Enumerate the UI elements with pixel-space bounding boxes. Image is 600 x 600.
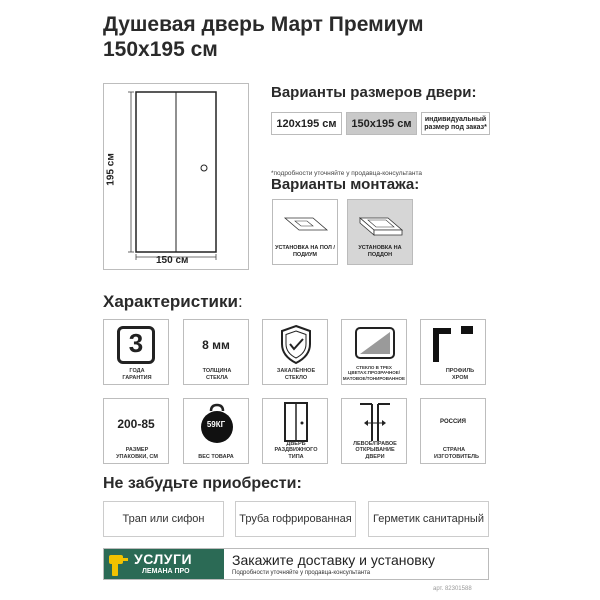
weight-caption: ВЕС ТОВАРА — [198, 453, 234, 460]
opening-arrows-icon — [342, 401, 408, 445]
buy-heading: Не забудьте приобрести: — [103, 475, 302, 492]
thickness-caption: ТОЛЩИНА СТЕКЛА — [202, 368, 232, 381]
chrome-profile-icon — [421, 320, 487, 364]
spec-thickness — [183, 319, 249, 385]
spec-profile — [420, 319, 486, 385]
spec-tempered — [262, 319, 328, 385]
services-brand-title: УСЛУГИ — [134, 551, 193, 567]
mounting-heading: Варианты монтажа: — [271, 176, 420, 193]
spec-opening — [341, 398, 407, 464]
glass-colors-icon — [342, 324, 408, 364]
services-brand-block — [104, 549, 224, 579]
size-option-120[interactable]: 120x195 см — [271, 112, 342, 135]
spec-package — [103, 398, 169, 464]
sizes-note: *подробности уточняйте у продавца-консультанта — [271, 170, 423, 177]
size-option-150[interactable]: 150x195 см — [346, 112, 417, 135]
page-title — [103, 12, 523, 62]
door-drawing — [103, 83, 249, 270]
article-number: арт. 82301588 — [433, 586, 472, 592]
services-sub-text: Подробности уточняйте у продавца-консультанта — [232, 570, 371, 576]
door-diagram — [104, 84, 250, 271]
height-label: 195 см — [105, 153, 117, 186]
package-caption: РАЗМЕР УПАКОВКИ, СМ — [116, 447, 158, 460]
mount-tray-label: УСТАНОВКА НА ПОДДОН — [358, 245, 402, 258]
title-line-2: 150x195 см — [103, 38, 218, 61]
country-value: РОССИЯ — [440, 419, 466, 425]
specs-heading-text: Характеристики — [103, 292, 238, 311]
opening-caption: ЛЕВОЕ/ПРАВОЕ ОТКРЫВАНИЕ ДВЕРИ — [353, 440, 397, 460]
buy-item-drain[interactable]: Трап или сифон — [103, 501, 224, 537]
drill-icon — [107, 551, 129, 579]
package-value: 200-85 — [117, 417, 155, 431]
mount-option-floor[interactable] — [272, 199, 338, 265]
spec-weight — [183, 398, 249, 464]
mount-option-tray[interactable] — [347, 199, 413, 265]
services-banner[interactable] — [103, 548, 489, 580]
weight-value: 59КГ — [206, 420, 226, 429]
buy-item-pipe[interactable]: Труба гофрированная — [235, 501, 356, 537]
warranty-value: 3 — [128, 328, 144, 358]
spec-country — [420, 398, 486, 464]
tray-mount-icon — [348, 208, 414, 248]
floor-mount-icon — [273, 208, 339, 248]
thickness-value: 8 мм — [202, 338, 230, 352]
door-type-caption: ДВЕРЬ РАЗДВИЖНОГО ТИПА — [274, 440, 318, 460]
spec-door-type — [262, 398, 328, 464]
buy-item-sealant[interactable]: Герметик санитарный — [368, 501, 489, 537]
width-label: 150 см — [156, 255, 189, 266]
title-line-1: Душевая дверь Март Премиум — [103, 13, 424, 36]
services-brand-sub: ЛЕМАНА ПРО — [142, 568, 190, 575]
sizes-heading: Варианты размеров двери: — [271, 84, 477, 101]
spec-glass — [341, 319, 407, 385]
warranty-caption: ГОДА ГАРАНТИЯ — [122, 368, 152, 381]
country-caption: СТРАНА ИЗГОТОВИТЕЛЬ — [434, 447, 479, 460]
spec-warranty — [103, 319, 169, 385]
sliding-door-icon — [263, 401, 329, 445]
services-main-text: Закажите доставку и установку — [232, 552, 436, 568]
glass-caption: СТЕКЛО В ТРЕХ ЦВЕТАХ:ПРОЗРАЧНОЕ/ МАТОВОЕ/ТОНИРОВАННОЕ — [342, 364, 406, 381]
mount-floor-label: УСТАНОВКА НА ПОЛ / ПОДИУМ — [275, 245, 335, 258]
profile-caption: ПРОФИЛЬ ХРОМ — [445, 368, 475, 381]
specs-heading-colon: : — [237, 292, 243, 311]
specs-heading — [103, 292, 243, 312]
shield-check-icon — [263, 322, 329, 368]
tempered-caption: ЗАКАЛЁННОЕ СТЕКЛО — [276, 368, 316, 381]
size-option-custom[interactable]: индивидуальный размер под заказ* — [421, 112, 490, 135]
